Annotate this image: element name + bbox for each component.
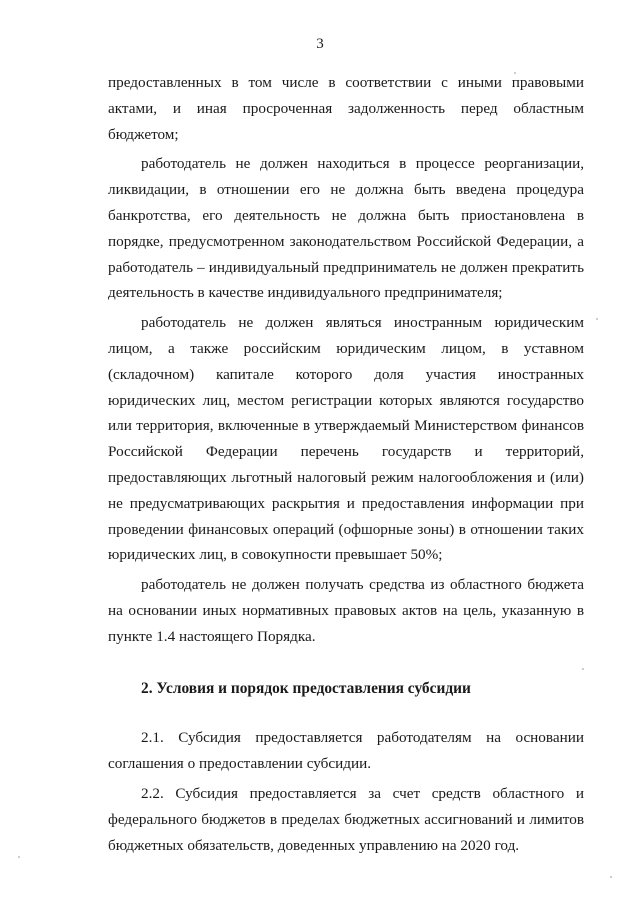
scan-speck [18,856,20,858]
paragraph-other-funds: работодатель не должен получать средства из областного бюджета на основании иных нормативных правовых актов на цель, указанную в пункте 1.4 настоящего Порядка. [108,576,584,645]
document-body [108,70,584,858]
scan-speck [514,72,516,74]
paragraph-continuation: предоставленных в том числе в соответствии с иными правовыми актами, и иная просроченная задолженность перед областным бюджетом; [108,74,584,143]
paragraph-2-2: 2.2. Субсидия предоставляется за счет средств областного и федерального бюджетов в пределах бюджетных ассигнований и лимитов бюджетных обязательств, доведенных управлению на 2020 год. [108,784,584,854]
page-number: 3 [316,36,324,52]
scan-speck [610,876,612,878]
paragraph-reorganization: работодатель не должен находиться в процессе реорганизации, ликвидации, в отношении его не должна быть введена процедура банкротства, его деятельность не должна быть приостановлена в порядке, предусмотренном законодательством Российской Федерации, а работодатель – индивидуальный предприниматель не должен прекратить деятельность в качестве индивидуального предпринимателя; [108,155,584,302]
section-heading: 2. Условия и порядок предоставления субсидии [141,679,471,697]
paragraph-2-1: 2.1. Субсидия предоставляется работодателям на основании соглашения о предоставлении субсидии. [108,729,584,773]
scan-speck [596,318,598,320]
paragraph-foreign-entity: работодатель не должен являться иностранным юридическим лицом, а также российским юридическим лицом, в уставном (складочном) капитале которого доля участия иностранных юридических лиц, местом регистрации которых являются государство или территория, включенные в утверждаемый Министерством финансов Российской Федерации перечень государств и территорий, предоставляющих льготный налоговый режим налогообложения и (или) не предусматривающих раскрытия и предоставления информации при проведении финансовых операций (офшорные зоны) в отношении таких юридических лиц, в совокупности превышает 50%; [108,314,584,564]
scan-speck [582,668,584,670]
